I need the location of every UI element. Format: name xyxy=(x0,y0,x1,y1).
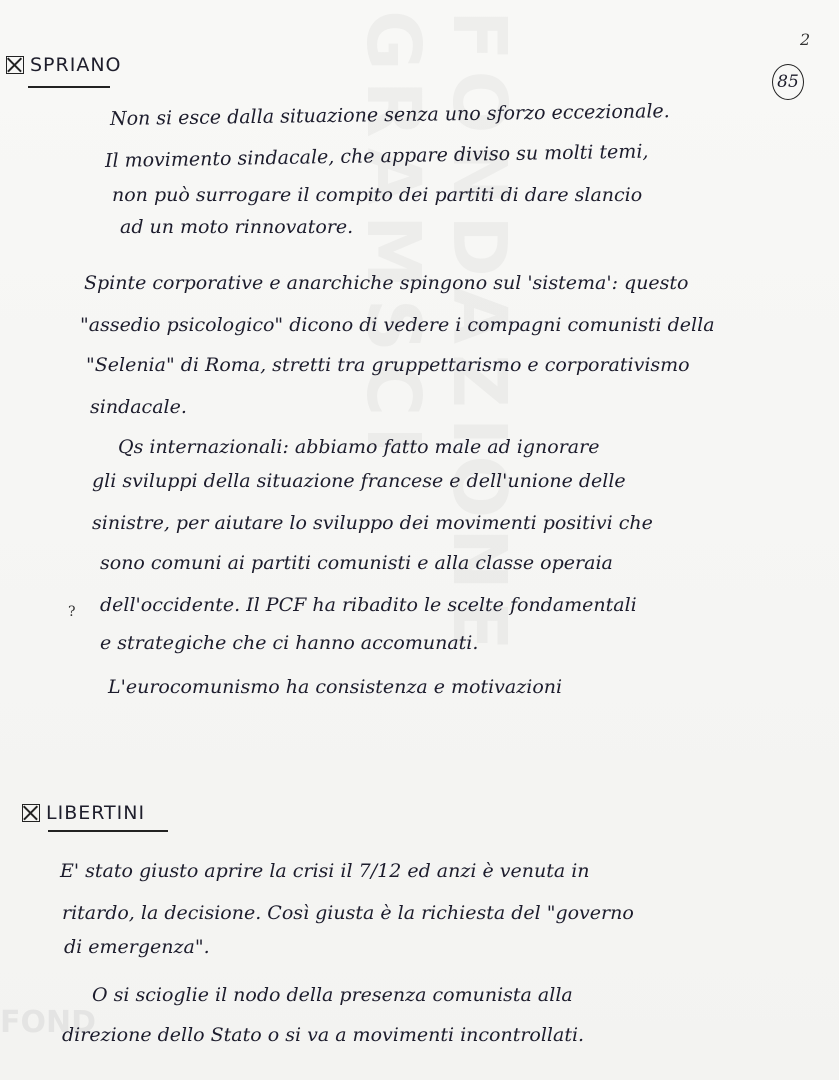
margin-mark: ? xyxy=(68,604,76,620)
speaker-header-libertini xyxy=(22,802,145,824)
speaker-name: SPRIANO xyxy=(30,54,122,76)
text-line: e strategiche che ci hanno accomunati. xyxy=(100,632,479,654)
text-line: Non si esce dalla situazione senza uno sforzo eccezionale. xyxy=(109,100,670,130)
text-line: E' stato giusto aprire la crisi il 7/12 ed anzi è venuta in xyxy=(60,860,590,882)
text-line: sinistre, per aiutare lo sviluppo dei movimenti positivi che xyxy=(92,512,653,534)
archive-corner-mark: FOND xyxy=(0,1005,97,1040)
page-number: 2 xyxy=(800,30,811,49)
text-line: non può surrogare il compito dei partiti di dare slancio xyxy=(112,184,643,206)
text-line: L'eurocomunismo ha consistenza e motivazioni xyxy=(108,676,563,698)
text-line: "Selenia" di Roma, stretti tra gruppettarismo e corporativismo xyxy=(86,354,690,376)
text-line: Spinte corporative e anarchiche spingono sul 'sistema': questo xyxy=(84,272,689,294)
speaker-name: LIBERTINI xyxy=(46,802,146,824)
text-line: di emergenza". xyxy=(64,936,210,958)
text-line: dell'occidente. Il PCF ha ribadito le scelte fondamentali xyxy=(100,594,637,616)
archive-watermark: FONDAZIONE GRAMSCI xyxy=(350,10,522,661)
speaker-header-spriano xyxy=(6,54,122,76)
text-line: sono comuni ai partiti comunisti e alla classe operaia xyxy=(100,552,613,574)
text-line: Il movimento sindacale, che appare diviso su molti temi, xyxy=(104,140,649,172)
text-line: sindacale. xyxy=(90,396,187,418)
text-line: direzione dello Stato o si va a movimenti incontrollati. xyxy=(62,1024,585,1046)
folio-number: 85 xyxy=(772,64,804,100)
speaker-underline xyxy=(48,830,168,832)
text-line: gli sviluppi della situazione francese e dell'unione delle xyxy=(92,470,626,492)
checked-box-icon xyxy=(6,56,24,74)
speaker-underline xyxy=(28,86,110,88)
checked-box-icon xyxy=(22,804,40,822)
text-line: "assedio psicologico" dicono di vedere i compagni comunisti della xyxy=(80,314,715,336)
text-line: ad un moto rinnovatore. xyxy=(120,216,354,238)
text-line: O si scioglie il nodo della presenza comunista alla xyxy=(92,984,573,1006)
text-line: ritardo, la decisione. Così giusta è la richiesta del "governo xyxy=(62,902,634,924)
text-line: Qs internazionali: abbiamo fatto male ad ignorare xyxy=(118,436,600,458)
